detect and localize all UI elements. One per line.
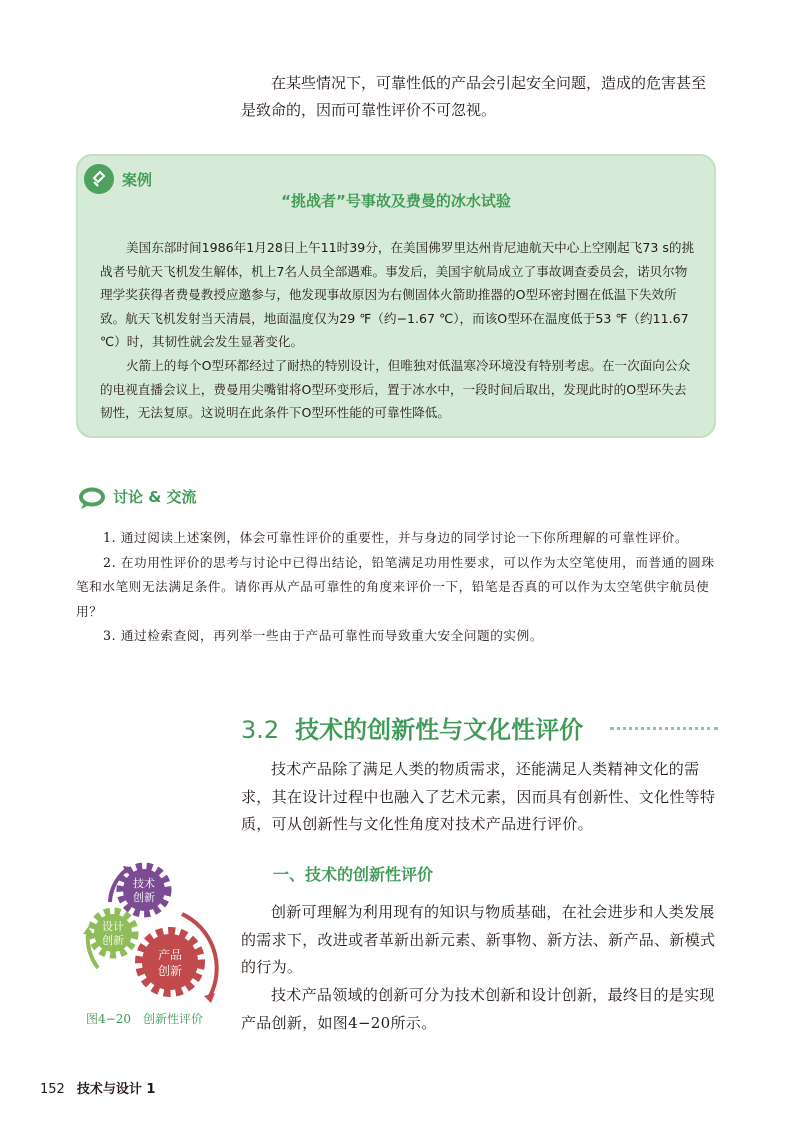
- discussion-item: 2. 在功用性评价的思考与讨论中已得出结论，铅笔满足功用性要求，可以作为太空笔使用，而普通的圆珠笔和水笔则无法满足条件。请你再从产品可靠性的角度来评价一下，铅笔是否真的可以作为太空笔供宇航员使用？: [76, 554, 715, 619]
- page-footer: [40, 1078, 155, 1097]
- subsection-title: 一、技术的创新性评价: [273, 865, 434, 884]
- gear-label: 技术: [133, 877, 155, 890]
- gear-label: 产品: [157, 948, 183, 962]
- product-innovation-gear: [139, 931, 201, 993]
- discussion-label: 讨论 & 交流: [113, 488, 197, 506]
- gear-label: 创新: [133, 891, 155, 904]
- discussion-list: [76, 526, 718, 649]
- figure-caption: [86, 1010, 215, 1027]
- section-title: 技术的创新性与文化性评价: [295, 716, 584, 744]
- case-title: “挑战者”号事故及费曼的冰水试验: [281, 192, 511, 210]
- discussion-item: 1. 通过阅读上述案例，体会可靠性评价的重要性，并与身边的同学讨论一下你所理解的可靠性评价。: [103, 530, 689, 545]
- book-title: 技术与设计 1: [76, 1082, 156, 1097]
- section-divider: [610, 727, 718, 730]
- discussion-item: 3. 通过检索查阅，再列举一些由于产品可靠性而导致重大安全问题的实例。: [103, 628, 544, 643]
- case-body: [100, 236, 696, 425]
- case-paragraph: 美国东部时间1986年1月28日上午11时39分，在美国佛罗里达州肯尼迪航天中心上空刚起飞73 s的挑战者号航天飞机发生解体，机上7名人员全部遇难。事发后，美国宇航局成立了事故调查委员会，诺贝尔物理学奖获得者费曼教授应邀参与，他发现事故原因为右侧固体火箭助推器的O型环密封圈在低温下失效所致。航天飞机发射当天清晨，地面温度仅为29 ℉（约−1.67 ℃），而该O型环在温度低于53 ℉（约11.67 ℃）时，其韧性就会发生显著变化。: [100, 240, 695, 350]
- tech-innovation-gear: [120, 866, 168, 914]
- page-number: 152: [40, 1082, 65, 1097]
- speech-bubble-icon: [78, 486, 106, 510]
- gear-label: 创新: [102, 934, 124, 947]
- innovation-gears-diagram: [70, 858, 230, 1008]
- figure-title: 创新性评价: [142, 1012, 203, 1026]
- section-number: 3.2: [241, 716, 280, 744]
- design-innovation-gear: [91, 911, 135, 955]
- figure-number: 图4−20: [86, 1012, 131, 1026]
- gear-label: 设计: [102, 920, 124, 933]
- case-label: 案例: [122, 171, 153, 189]
- cycle-arrow-head: [204, 993, 215, 1003]
- subsection-paragraph: 技术产品领域的创新可分为技术创新和设计创新，最终目的是实现产品创新，如图4−20所示。: [241, 986, 715, 1032]
- section-intro: 技术产品除了满足人类的物质需求，还能满足人类精神文化的需求，其在设计过程中也融入了艺术元素，因而具有创新性、文化性等特质，可从创新性与文化性角度对技术产品进行评价。: [241, 760, 716, 833]
- case-paragraph: 火箭上的每个O型环都经过了耐热的特别设计，但唯独对低温寒冷环境没有特别考虑。在一次面向公众的电视直播会议上，费曼用尖嘴钳将O型环变形后，置于冰水中，一段时间后取出，发现此时的O型环失去韧性，无法复原。这说明在此条件下O型环性能的可靠性降低。: [100, 357, 691, 421]
- gear-label: 创新: [157, 964, 183, 978]
- subsection-paragraph: 创新可理解为利用现有的知识与物质基础，在社会进步和人类发展的需求下，改进或者革新出新元素、新事物、新方法、新产品、新模式的行为。: [241, 903, 716, 976]
- section-heading: [241, 710, 583, 745]
- intro-paragraph: 在某些情况下，可靠性低的产品会引起安全问题，造成的危害甚至是致命的，因而可靠性评价不可忽视。: [241, 74, 707, 119]
